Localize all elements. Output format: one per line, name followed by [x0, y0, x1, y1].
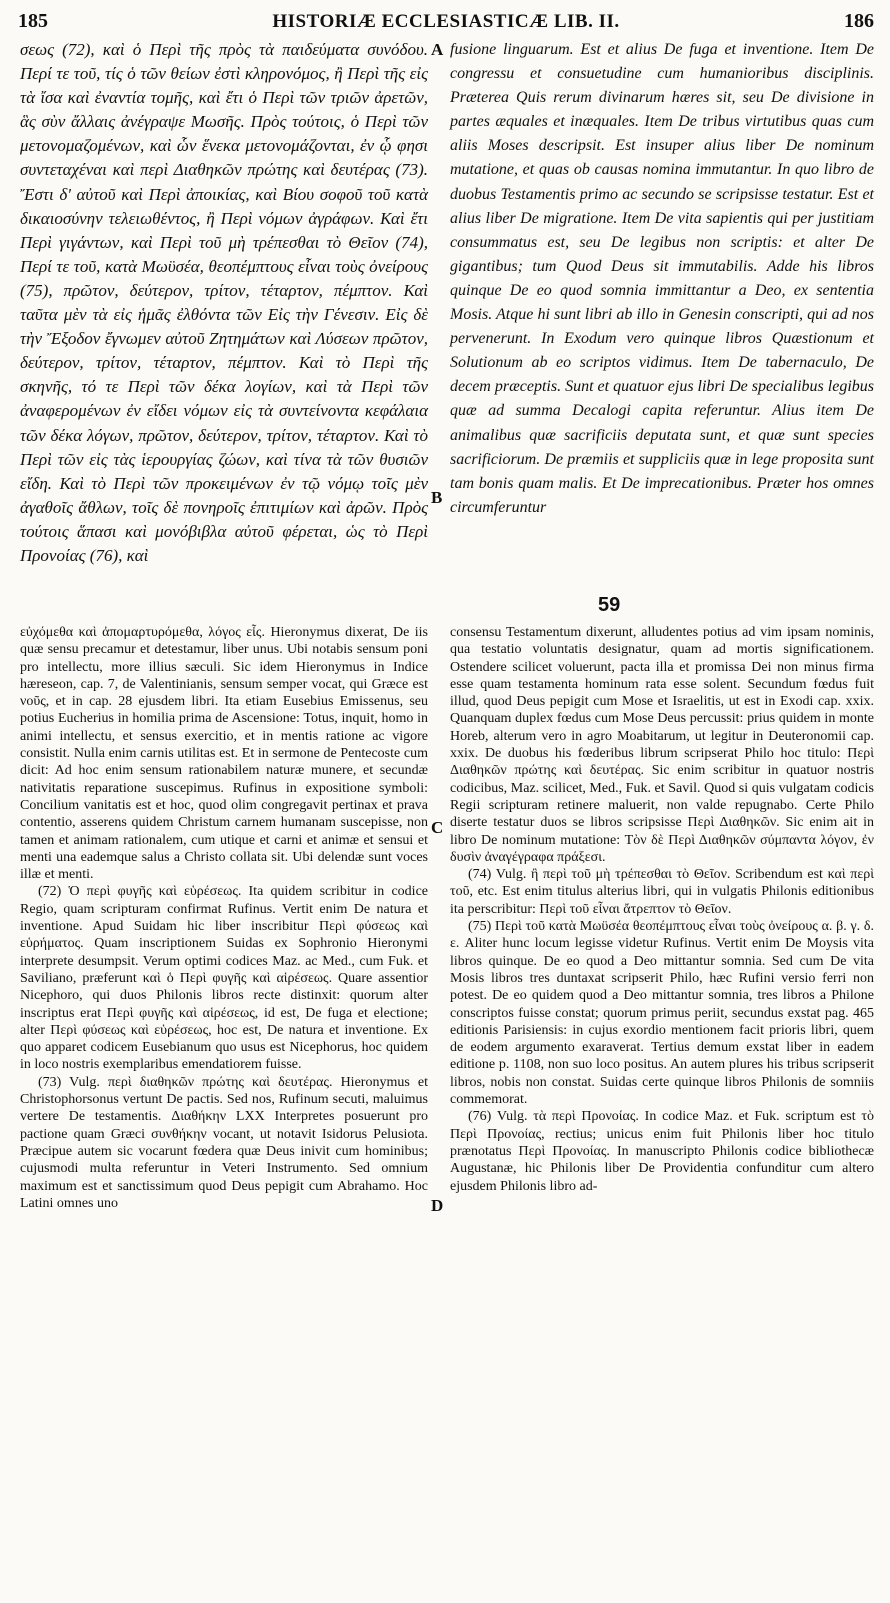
margin-marker-c: C: [431, 818, 444, 837]
page-header: [18, 10, 874, 34]
margin-marker-d: D: [431, 1196, 444, 1215]
footnote: εὐχόμεθα καὶ ἀπομαρτυρόμεθα, λόγος εἷς. Hieronymus dixerat, De iis quæ sensu precamur et detestamur, liber unus. Ubi notabis sensum poni pro intellectu, more illius sæculi. Sic idem Hieronymus in Indice hæreseon, cap. 7, de Valentinianis, sensum semper vocat, qui Græce est νοῦς, et in cap. 28 ejusdem libri. Ita etiam Eusebius Emissenus, seu potius Eucherius in homilia prima de Ascensione: Totus, inquit, homo in animi intellectu, et sensus exercitio, et in mentis ratione ac vigore consistit. Nulla enim carnis utilitas est. Et in sermone de Pentecoste cum dicit: Ad hoc enim sensum rationabilem naturæ munere, et secundæ nativitatis reparatione suscepimus. Rufinus in expositione symboli: Concilium vanitatis est et hoc, quod olim congregavit pertinax et prava contentio, asserens quidem Christum carnem humanam suscepisse, non tamen et animam rationalem, cum utique et carni et animæ et sensui et menti una eademque salus a Christo collata sit. Ubi delendæ sunt voces illæ et menti.: [20, 625, 428, 883]
greek-main-text: [20, 38, 428, 568]
footnotes-right-column: [450, 624, 874, 1195]
footnote: (74) Vulg. ἢ περὶ τοῦ μὴ τρέπεσθαι τὸ Θεῖον. Scribendum est καὶ περὶ τοῦ, etc. Est enim titulus alterius libri, qui in vulgatis Philonis editionibus ita perscribitur: Περὶ τοῦ εἶναι ἄτρεπτον τὸ Θεῖον.: [450, 867, 874, 917]
footnotes-left-column: [20, 624, 428, 1212]
greek-paragraph: σεως (72), καὶ ὁ Περὶ τῆς πρὸς τὰ παιδεύματα συνόδου. Περί τε τοῦ, τίς ὁ τῶν θείων ἐστὶ κληρονόμος, ἢ Περὶ τῆς εἰς τὰ ἴσα καὶ ἐναντία τομῆς, καὶ ἔτι ὁ Περὶ τῶν τριῶν ἀρετῶν, ἃς σὺν ἄλλαις ἀνέγραψε Μωσῆς. Πρὸς τούτοις, ὁ Περὶ τῶν μετονομαζομένων, καὶ ὧν ἕνεκα μετονομάζονται, ἐν ᾧ φησι συντεταχέναι καὶ περὶ Διαθηκῶν πρώτης καὶ δευτέρας (73). Ἔστι δ' αὐτοῦ καὶ Περὶ ἀποικίας, καὶ Βίου σοφοῦ τοῦ κατὰ δικαιοσύνην τελειωθέντος, ἢ Περὶ νόμων ἀγράφων. Καὶ ἔτι Περὶ γιγάντων, καὶ Περὶ τοῦ μὴ τρέπεσθαι τὸ Θεῖον (74), Περί τε τοῦ, κατὰ Μωϋσέα, θεοπέμπτους εἶναι τοὺς ὀνείρους (75), πρῶτον, δεύτερον, τρίτον, τέταρτον, πέμπτον. Καὶ ταῦτα μὲν τὰ εἰς ἡμᾶς ἐλθόντα τῶν Εἰς τὴν Γένεσιν. Εἰς δὲ τὴν Ἔξοδον ἔγνωμεν αὐτοῦ Ζητημάτων καὶ Λύσεων πρῶτον, δεύτερον, τρίτον, τέταρτον, πέμπτον. Καὶ τὸ Περὶ τῆς σκηνῆς, τό τε Περὶ τῶν δέκα λογίων, καὶ τὰ Περὶ τῶν ἀναφερομένων ἐν εἴδει νόμων εἰς τὰ συντείνοντα κεφάλαια τῶν δέκα λόγων, πρῶτον, δεύτερον, τρίτον, τέταρτον. Καὶ τὸ Περὶ τῶν εἰς τὰς ἱερουργίας ζώων, καὶ τίνα τὰ τῶν θυσιῶν εἴδη. Καὶ τὸ Περὶ τῶν προκειμένων ἐν τῷ νόμῳ τοῖς μὲν ἀγαθοῖς ἄθλων, τοῖς δὲ πονηροῖς ἐπιτιμίων καὶ ἀρῶν. Πρὸς τούτοις ἅπασι καὶ μονόβιβλα αὐτοῦ φέρεται, ὡς τὸ Περὶ Προνοίας (76), καὶ: [20, 40, 428, 565]
latin-main-text: [450, 38, 874, 520]
right-page-number: 186: [844, 10, 874, 32]
footnote: (75) Περὶ τοῦ κατὰ Μωϋσέα θεοπέμπτους εἶναι τοὺς ὀνείρους α. β. γ. δ. ε. Aliter hunc locum legisse videtur Rufinus. Vertit enim De Moysis vita libros quinque. De eo quod a Deo mittantur somnia. Sed cum De vita Mosis libros tres duntaxat scripserit Philo, hæc Rufini versio ferri non potest. De eo quidem quod a Deo mittantur somnia, tres libros a Philone conscriptos fuisse constat; quorum primus periit, secundus exstat pag. 465 editionis Parisiensis: in cujus exordio mentionem facit prioris libri, quem de eodem argumento exaraverat. Tertius demum exstat liber in eadem editione p. 1108, non suo loco positus. An autem plures his tribus scripserit libros, nobis non constat. Suidas certe quinque libros Philonis de somniis commemorat.: [450, 919, 874, 1108]
folio-number: 59: [598, 594, 621, 616]
footnote: (73) Vulg. περὶ διαθηκῶν πρώτης καὶ δευτέρας. Hieronymus et Christophorsonus vertunt De pactis. Sed nos, Rufinum secuti, maluimus vertere De testamentis. Διαθήκην LXX Interpretes posuerunt pro pactione quam Græci συνθήκην vocant, ut notavit Isidorus Pelusiota. Præcipue autem sic vocarunt fœdera quæ Deus inivit cum hominibus; cujusmodi multa referuntur in Veteri Instrumento. Sed omnium maximum est et sanctissimum quod Deus pepigit cum Abrahamo. Hoc Latini omnes uno: [20, 1074, 428, 1211]
margin-marker-a: A: [431, 40, 444, 59]
footnote: (72) Ὁ περὶ φυγῆς καὶ εὑρέσεως. Ita quidem scribitur in codice Regio, quam scripturam confirmat Rufinus. Vertit enim De natura et inventione. Apud Suidam hic liber inscribitur Περὶ φύσεως καὶ εὑρήματος. Quam inscriptionem Suidas ex Sophronio Hieronymi interprete desumpsit. Verum optimi codices Maz. ac Med., cum Fuk. et Saviliano, præferunt καὶ ὁ Περὶ φυγῆς καὶ αἱρέσεως. Quare assentior Nicephoro, qui duos Philonis libros recte distinxit: quorum alter inscriptus erat Περὶ φυγῆς καὶ αἱρέσεως, id est, De fuga et electione; alter Περὶ φύσεως καὶ εὑρέσεως, hoc est, De natura et inventione. Ex quo apparet codicem Eusebianum quo usus est Nicephorus, hoc quidem in loco nostris exemplaribus emendatiorem fuisse.: [20, 884, 428, 1073]
latin-paragraph: fusione linguarum. Est et alius De fuga et inventione. Item De congressu et consuetudine cum humanioribus disciplinis. Præterea Quis rerum divinarum hæres sit, seu De divisione in partes æquales et inæquales. Item De tribus virtutibus quas cum aliis Moses descripsit. Est insuper alius liber De nominum mutatione, et quas ob causas nomina immutantur. In quo libro de duobus Testamentis primo ac secundo se scripsisse testatur. Est et alius liber De migratione. Item De vita sapientis qui per justitiam consummatus est, seu De legibus non scriptis: et alter De gigantibus; tum Quod Deus sit immutabilis. Adde his libros quinque De eo quod somnia immittantur a Deo, ex sententia Mosis. Atque hi sunt libri ab illo in Genesin conscripti, qui ad nos pervenerunt. In Exodum vero quinque libros Quæstionum et Solutionum ab eo scriptos vidimus. Item De tabernaculo, De decem præceptis. Sunt et quatuor ejus libri De specialibus legibus quæ ad summa Decalogi capita referuntur. Alius item De animalibus quæ sacrificiis deputata sunt, et quæ sunt species sacrificiorum. De præmiis et suppliciis quæ in lege proposita sunt tam bonis quam malis. Et De imprecationibus. Præter hos omnes circumferuntur: [450, 41, 874, 516]
running-title: HISTORIÆ ECCLESIASTICÆ LIB. II.: [272, 11, 620, 32]
margin-marker-b: B: [431, 488, 443, 507]
footnote: (76) Vulg. τὰ περὶ Προνοίας. In codice Maz. et Fuk. scriptum est τὸ Περὶ Προνοίας, rectius; unicus enim fuit Philonis liber hoc titulo prænotatus Περὶ Προνοίας. In manuscripto Philonis codice bibliothecæ Augustanæ, hic Philonis liber De Providentia confunditur cum altero ejusdem Philonis libro ad-: [450, 1109, 874, 1194]
left-page-number: 185: [18, 10, 48, 32]
footnote: consensu Testamentum dixerunt, alludentes potius ad vim ipsam nominis, qua testatio voluntatis designatur, quam ad mortis significationem. Ostendere scilicet voluerunt, pacta illa et promissa Dei non minus firma esse quam testamenta hominum rata esse solent. Secundum fœdus fuit illud, quod Deus pepigit cum Mose et Israelitis, ut est in Exodi cap. xxix. Quanquam duplex fœdus cum Mose Deus percussit: prius quidem in monte Horeb, alterum vero in agro Moabitarum, ut legitur in Deuteronomii cap. xxix. De duobus his fœderibus librum scripserat Philo hoc titulo: Περὶ Διαθηκῶν πρώτης καὶ δευτέρας. Sic enim scribitur in quatuor nostris codicibus, Maz. scilicet, Med., Fuk. et Savil. Quod si quis vulgatam codicis Regii scripturam retinere maluerit, non valde repugnabo. Certe Philo diserte testatur duos se libros scripsisse Περὶ Διαθηκῶν. Sic enim ait in libro De nominum mutatione: Τὸν δὲ Περὶ Διαθηκῶν σύμπαντα λόγον, ἐν δυσὶν ἀναγέγραφα πράξεσι.: [450, 625, 874, 865]
